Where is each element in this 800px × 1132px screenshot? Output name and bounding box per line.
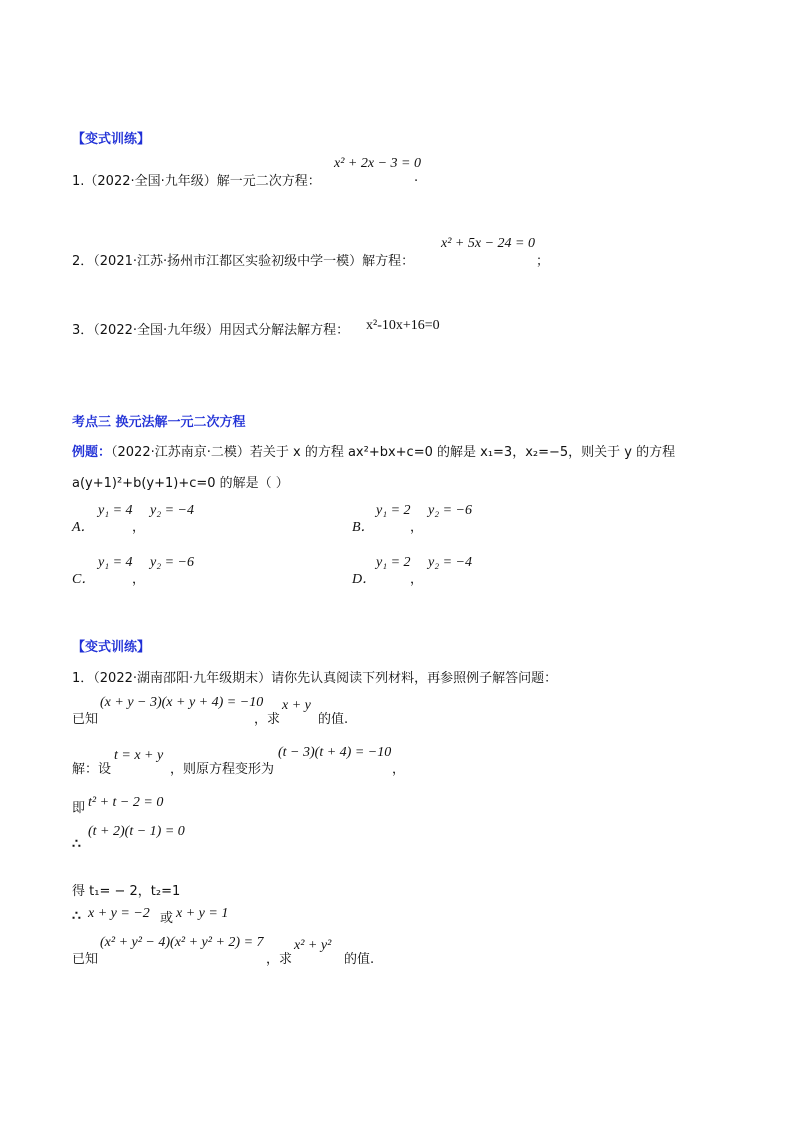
step1-equation: t² + t − 2 = 0 [88, 795, 164, 810]
known-equation: (x + y − 3)(x + y + 4) = −10 [100, 695, 264, 710]
step4-or: 或 [160, 911, 174, 926]
final-end: 的值. [344, 952, 375, 967]
step1-label: 即 [72, 801, 86, 816]
known-label: 已知 [72, 712, 99, 727]
example-line-2: a(y+1)²+b(y+1)+c=0 的解是（ ） [72, 476, 289, 491]
final-target: x² + y² [294, 938, 332, 953]
question-1-end: . [414, 170, 419, 185]
question-3-equation: x²-10x+16=0 [366, 318, 440, 333]
final-equation: (x² + y² − 4)(x² + y² + 2) = 7 [100, 935, 264, 950]
question-2-text: 2．（2021·江苏·扬州市江都区实验初级中学一模）解方程： [72, 254, 415, 269]
final-mid: ，求 [266, 952, 293, 967]
solution-end: ， [392, 762, 406, 777]
known-mid: ，求 [254, 712, 281, 727]
option-c-letter: C． [72, 572, 96, 587]
step3-roots: 得 t₁= − 2，t₂=1 [72, 884, 181, 899]
option-d-y1: y₁ = 2 [376, 555, 411, 570]
solution-substitution: t = x + y [114, 748, 164, 763]
step2-equation: (t + 2)(t − 1) = 0 [88, 824, 185, 839]
known-end: 的值. [318, 712, 349, 727]
step4-equation-2: x + y = 1 [176, 906, 229, 921]
example-stem: （2022·江苏南京·二模）若关于 x 的方程 ax²+bx+c=0 的解是 x₁=3，x₂=−5，则关于 y 的方程 [111, 445, 676, 460]
question-2-end: ； [536, 254, 550, 269]
option-c-comma: ， [132, 572, 146, 587]
topic-title: 考点三 换元法解一元二次方程 [72, 415, 246, 430]
option-b-comma: ， [410, 520, 424, 535]
option-c-y2: y₂ = −6 [150, 555, 194, 570]
section-heading-variant-2: 【变式训练】 [72, 640, 151, 655]
option-b-letter: B． [352, 520, 375, 535]
final-label: 已知 [72, 952, 99, 967]
example-line-1 [72, 441, 675, 460]
option-a-letter: A． [72, 520, 95, 535]
option-a-y1: y₁ = 4 [98, 503, 133, 518]
question-1-equation: x² + 2x − 3 = 0 [334, 156, 421, 171]
option-c-y1: y₁ = 4 [98, 555, 133, 570]
question-2-equation: x² + 5x − 24 = 0 [441, 236, 535, 251]
example-label: 例题： [72, 445, 112, 460]
option-a-y2: y₂ = −4 [150, 503, 194, 518]
question-1-text: 1.（2022·全国·九年级）解一元二次方程： [72, 174, 321, 189]
option-a-comma: ， [132, 520, 146, 535]
therefore-symbol-1: ∴ [72, 837, 81, 852]
solution-mid: ，则原方程变形为 [170, 762, 275, 777]
option-b-y2: y₂ = −6 [428, 503, 472, 518]
solution-label: 解：设 [72, 762, 112, 777]
solution-equation: (t − 3)(t + 4) = −10 [278, 745, 392, 760]
option-d-comma: ， [410, 572, 424, 587]
therefore-symbol-2: ∴ [72, 909, 81, 924]
question-material-text: 1．（2022·湖南邵阳·九年级期末）请你先认真阅读下列材料，再参照例子解答问题： [72, 671, 558, 686]
question-3-text: 3．（2022·全国·九年级）用因式分解法解方程： [72, 323, 350, 338]
option-b-y1: y₁ = 2 [376, 503, 411, 518]
option-d-letter: D． [352, 572, 377, 587]
option-d-y2: y₂ = −4 [428, 555, 472, 570]
step4-equation-1: x + y = −2 [88, 906, 150, 921]
section-heading-variant-1: 【变式训练】 [72, 132, 151, 147]
known-target: x + y [282, 698, 311, 713]
